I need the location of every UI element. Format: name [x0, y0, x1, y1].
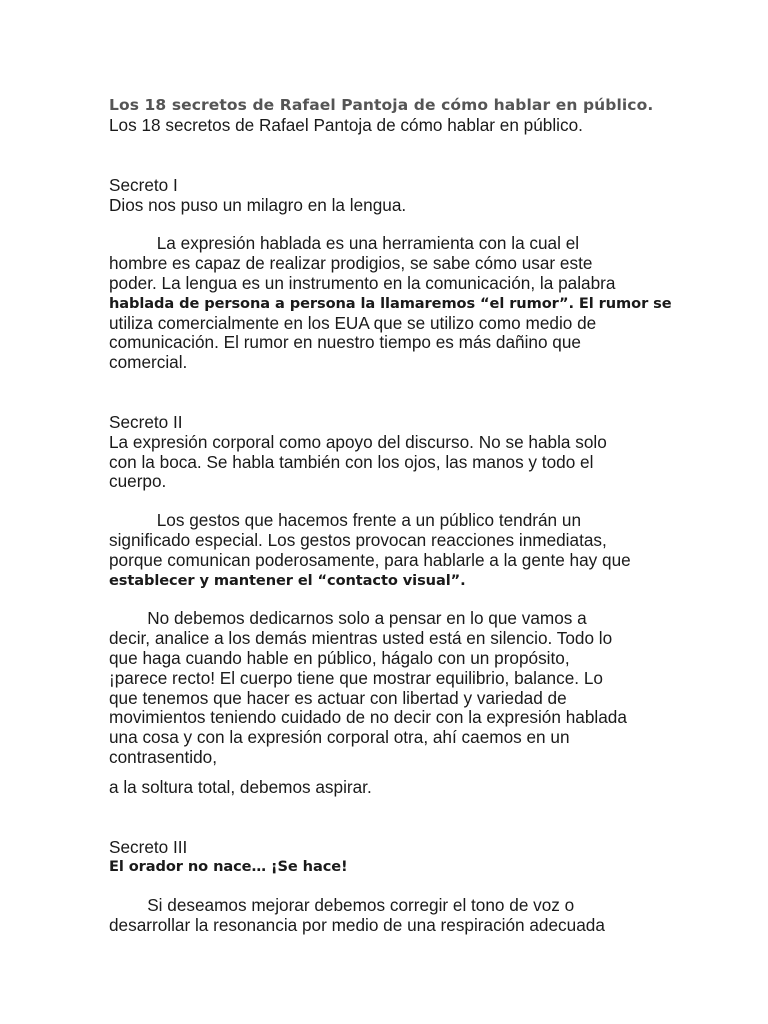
text-line: comercial.	[109, 352, 188, 373]
section-subtitle: El orador no nace… ¡Se hace!	[109, 858, 348, 876]
text-line: ¡parece recto! El cuerpo tiene que mostrar equilibrio, balance. Lo	[109, 667, 603, 688]
text-line: porque comunican poderosamente, para hablarle a la gente hay que	[109, 549, 631, 570]
text-line: significado especial. Los gestos provocan reacciones inmediatas,	[109, 529, 607, 550]
section-secreto-2	[109, 413, 669, 798]
document-page	[109, 94, 672, 936]
text-line: hombre es capaz de realizar prodigios, se sabe cómo usar este	[109, 253, 593, 274]
text-line: desarrollar la resonancia por medio de una respiración adecuada	[109, 914, 605, 935]
section-label: Secreto II	[109, 411, 183, 432]
section-secreto-1	[109, 174, 672, 373]
text-line: Los gestos que hacemos frente a un público tendrán un	[109, 510, 582, 531]
bold-text-line: hablada de persona a persona la llamaremos “el rumor”. El rumor se	[109, 294, 672, 312]
title-line: Los 18 secretos de Rafael Pantoja de cómo hablar en público.	[109, 115, 583, 135]
text-line: cuerpo.	[109, 471, 167, 492]
section-secreto-3	[109, 838, 669, 936]
document-heading: Los 18 secretos de Rafael Pantoja de cómo hablar en público.	[109, 96, 654, 114]
text-line: decir, analice a los demás mientras usted está en silencio. Todo lo	[109, 628, 613, 649]
text-line: comunicación. El rumor en nuestro tiempo es más dañino que	[109, 332, 581, 353]
section-subtitle: Dios nos puso un milagro en la lengua.	[109, 194, 407, 215]
section-label: Secreto I	[109, 174, 178, 195]
text-line: con la boca. Se habla también con los ojos, las manos y todo el	[109, 451, 594, 472]
text-line: utiliza comercialmente en los EUA que se utilizo como medio de	[109, 312, 597, 333]
text-line: poder. La lengua es un instrumento en la comunicación, la palabra	[109, 272, 616, 293]
text-line: que tenemos que hacer es actuar con libertad y variedad de	[109, 687, 567, 708]
text-line: contrasentido,	[109, 746, 217, 767]
text-line: La expresión corporal como apoyo del discurso. No se habla solo	[109, 431, 607, 452]
paragraph	[109, 609, 669, 767]
text-line: No debemos dedicarnos solo a pensar en lo que vamos a	[109, 608, 587, 629]
text-line: a la soltura total, debemos aspirar.	[109, 776, 372, 797]
text-line: movimientos teniendo cuidado de no decir con la expresión hablada	[109, 707, 627, 728]
text-line: Si deseamos mejorar debemos corregir el tono de voz o	[109, 895, 575, 916]
bold-text-line: establecer y mantener el “contacto visual”.	[109, 571, 466, 589]
text-line: La expresión hablada es una herramienta con la cual el	[109, 233, 580, 254]
section-label: Secreto III	[109, 836, 188, 857]
text-line: una cosa y con la expresión corporal otra, ahí caemos en un	[109, 727, 570, 748]
paragraph	[109, 896, 669, 936]
paragraph	[109, 233, 672, 373]
text-line: que haga cuando hable en público, hágalo con un propósito,	[109, 647, 570, 668]
paragraph	[109, 511, 669, 590]
